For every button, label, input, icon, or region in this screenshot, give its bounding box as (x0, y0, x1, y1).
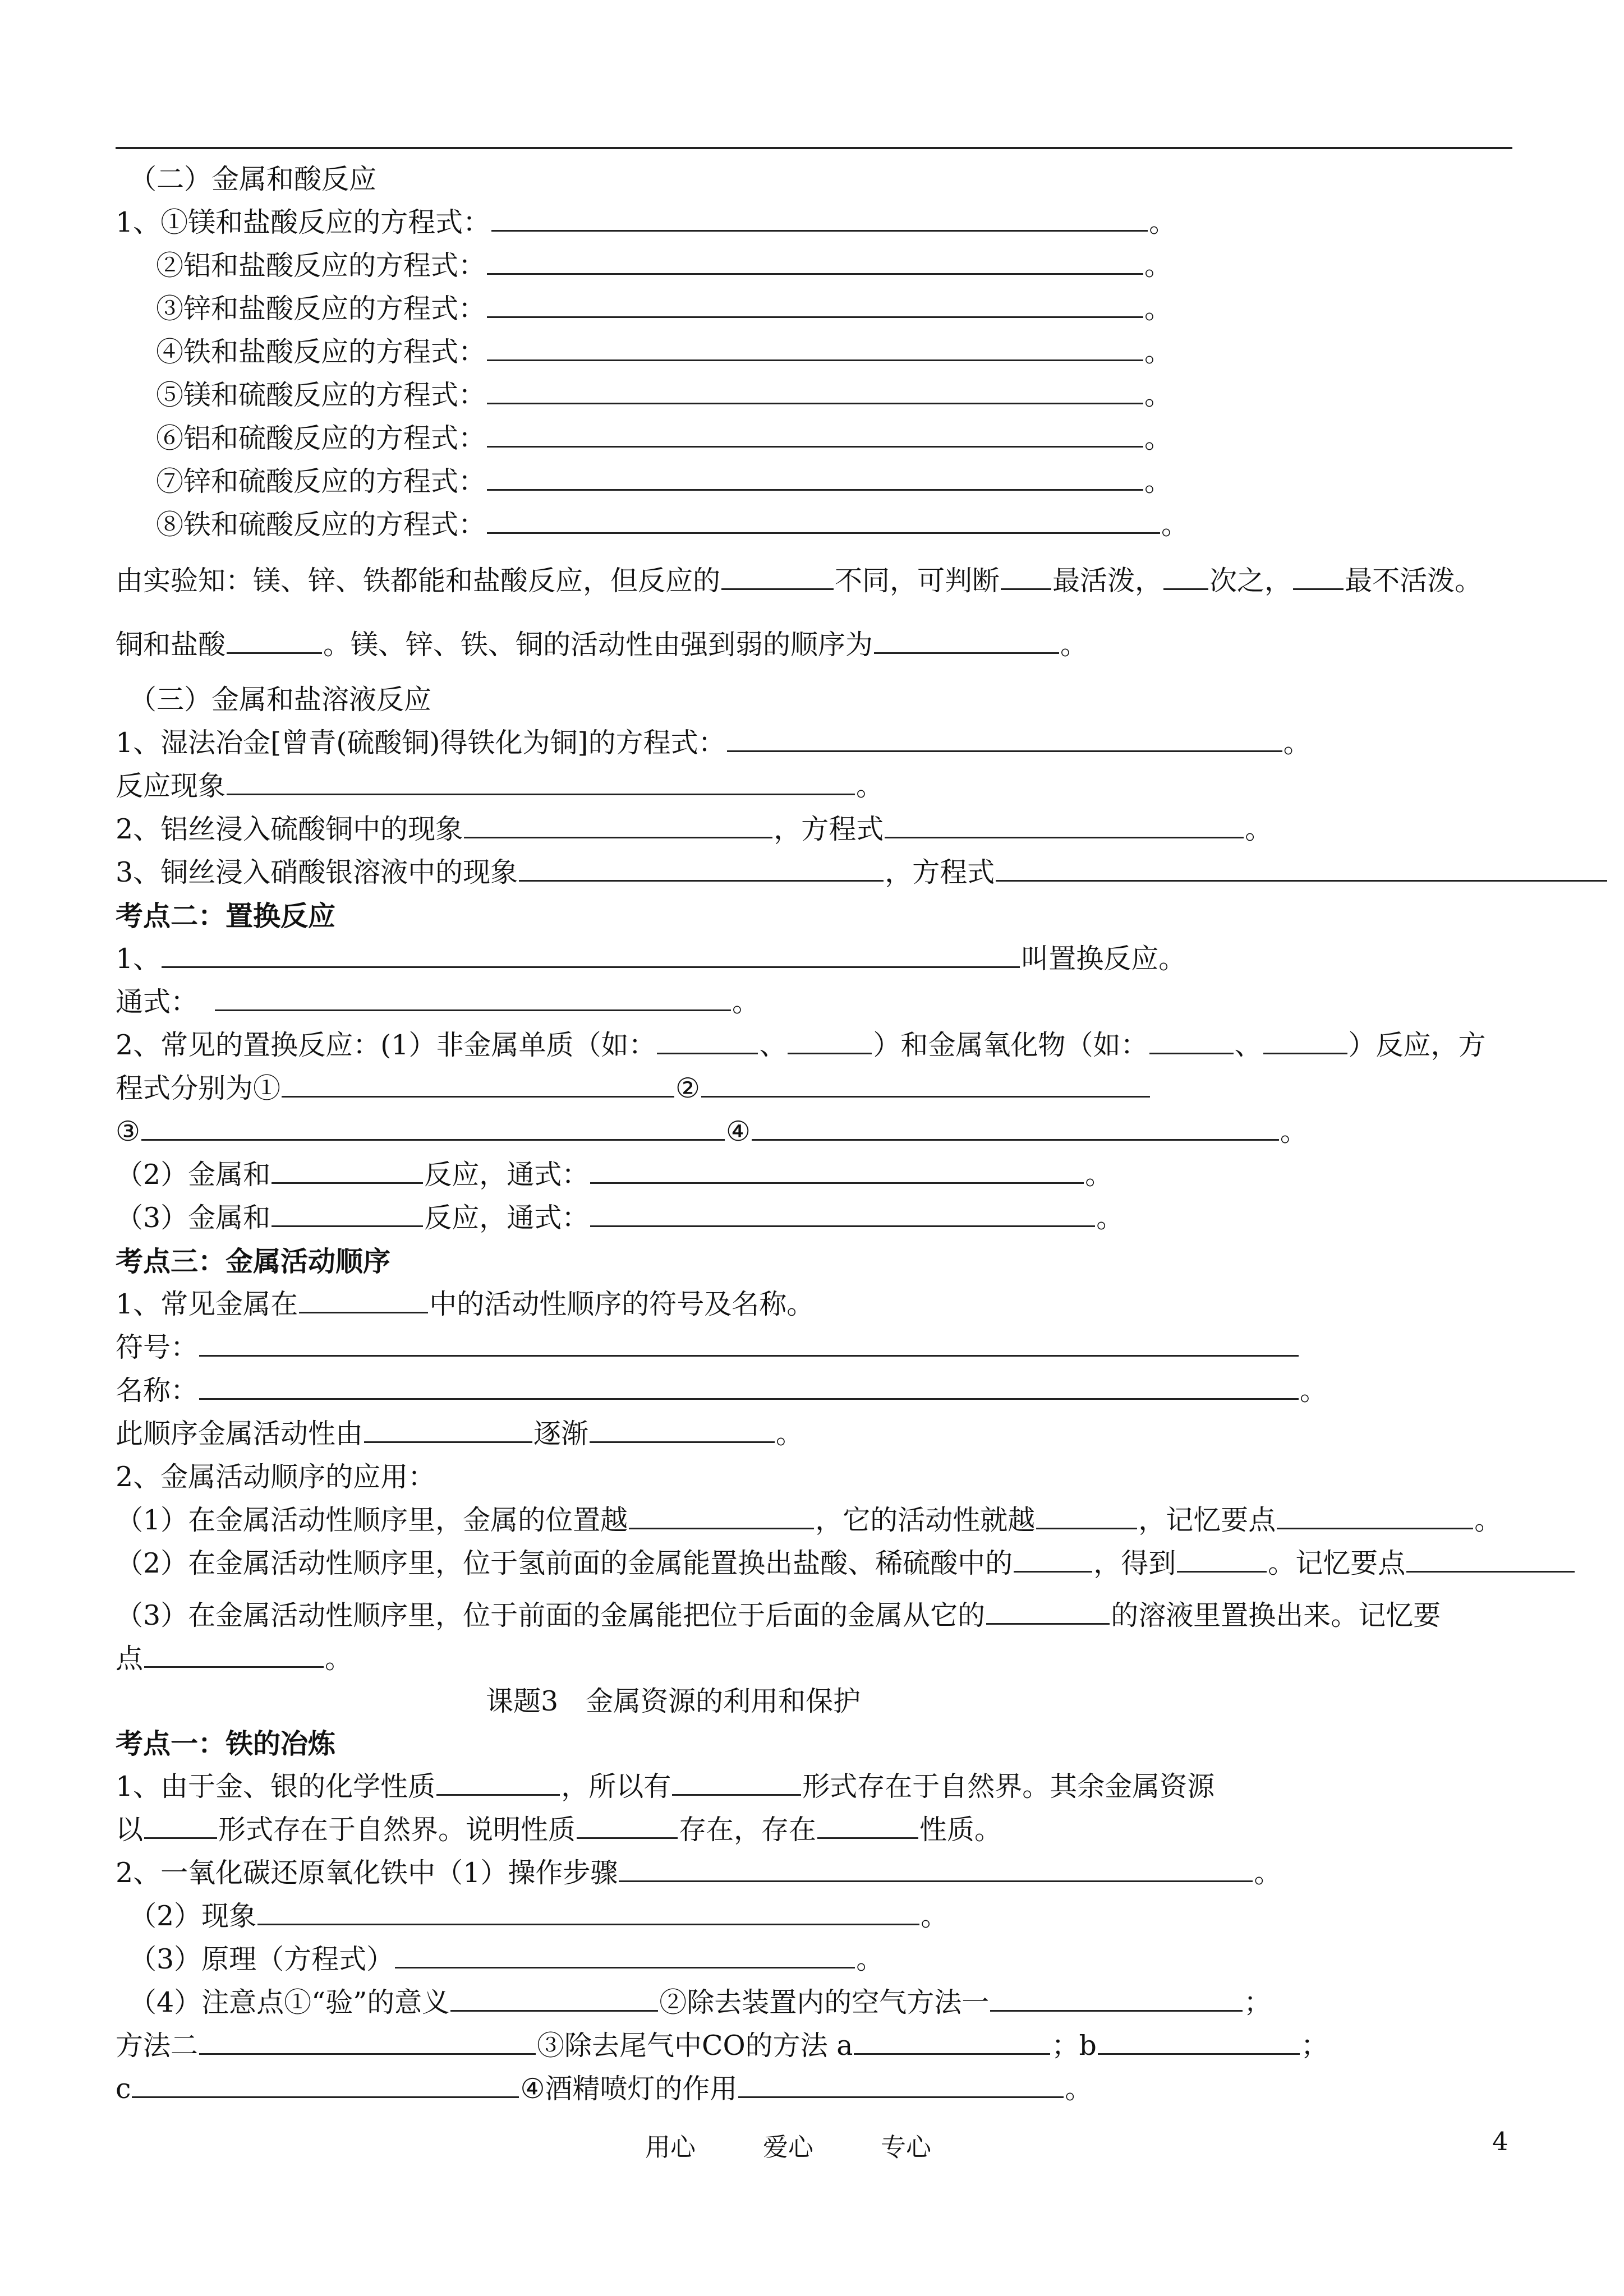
answer-blank[interactable] (364, 1416, 532, 1443)
answer-blank[interactable] (487, 334, 1143, 361)
answer-blank[interactable] (199, 1329, 1299, 1357)
page-title: 课题3 金属资源的利用和保护 (486, 1685, 861, 1717)
answer-blank[interactable] (1036, 1502, 1137, 1529)
answer-blank[interactable] (672, 1768, 801, 1796)
answer-blank[interactable] (1163, 563, 1208, 590)
answer-blank[interactable] (1098, 2027, 1300, 2055)
section-heading: 考点一：铁的冶炼 (116, 1727, 336, 1760)
question-line: （2）现象 。 (129, 1898, 1624, 1935)
section-heading: 考点三：金属活动顺序 (116, 1245, 391, 1278)
answer-blank[interactable] (701, 1070, 1150, 1098)
answer-blank[interactable] (227, 626, 322, 654)
answer-blank[interactable] (215, 984, 731, 1011)
question-line: 名称： 。 (116, 1372, 1619, 1409)
question-line: （3）金属和 反应，通式： 。 (116, 1200, 1619, 1237)
answer-blank[interactable] (986, 1597, 1110, 1625)
answer-blank[interactable] (487, 247, 1143, 275)
question-line: ⑤镁和硫酸反应的方程式： 。 (156, 377, 1624, 414)
answer-blank[interactable] (487, 291, 1143, 318)
question-line: 方法二 ③除去尾气中CO的方法 a ；b ； (116, 2027, 1619, 2064)
answer-blank[interactable] (395, 1941, 855, 1968)
answer-blank[interactable] (299, 1286, 428, 1313)
question-line: 点 。 (116, 1640, 1619, 1677)
answer-blank[interactable] (282, 1070, 674, 1098)
answer-blank[interactable] (1293, 563, 1344, 590)
page-number: 4 (1492, 2127, 1508, 2156)
question-line: （1）在金属活动性顺序里，金属的位置越 ，它的活动性就越 ，记忆要点 。 (116, 1502, 1619, 1539)
answer-blank[interactable] (464, 811, 772, 838)
question-line: ⑦锌和硫酸反应的方程式： 。 (156, 463, 1624, 500)
answer-blank[interactable] (162, 940, 1020, 968)
question-line: 2、铝丝浸入硫酸铜中的现象 ，方程式 。 (116, 811, 1619, 848)
question-line: ③锌和盐酸反应的方程式： 。 (156, 291, 1624, 328)
answer-blank[interactable] (657, 1027, 758, 1054)
question-line: 程式分别为① ② (116, 1070, 1619, 1107)
question-line: ⑥铝和硫酸反应的方程式： 。 (156, 420, 1624, 457)
question-line: 反应现象 。 (116, 768, 1619, 805)
answer-blank[interactable] (590, 1156, 1084, 1184)
question-line: 2、金属活动顺序的应用： (116, 1461, 436, 1493)
question-line: 1、①镁和盐酸反应的方程式： 。 (116, 204, 1619, 241)
answer-blank[interactable] (738, 2071, 1064, 2098)
answer-blank[interactable] (450, 1984, 658, 2012)
answer-blank[interactable] (1177, 1545, 1267, 1573)
answer-blank[interactable] (1149, 1027, 1234, 1054)
answer-blank[interactable] (590, 1200, 1095, 1227)
answer-blank[interactable] (619, 1855, 1253, 1882)
answer-blank[interactable] (227, 768, 855, 795)
answer-blank[interactable] (996, 854, 1607, 882)
answer-blank[interactable] (727, 725, 1282, 752)
question-line: （4）注意点①“验”的意义 ②除去装置内的空气方法一 ； (129, 1984, 1624, 2021)
question-line: ③ ④ 。 (116, 1113, 1619, 1150)
answer-blank[interactable] (491, 204, 1148, 232)
question-line: （3）原理（方程式） 。 (129, 1941, 1624, 1978)
question-line: （2）金属和 反应，通式： 。 (116, 1156, 1619, 1193)
answer-blank[interactable] (590, 1416, 775, 1443)
answer-blank[interactable] (817, 1811, 918, 1839)
question-line: ④铁和盐酸反应的方程式： 。 (156, 334, 1624, 371)
question-line: 符号： (116, 1329, 1619, 1366)
question-line: 1、由于金、银的化学性质 ，所以有 形式存在于自然界。其余金属资源 (116, 1768, 1619, 1805)
answer-blank[interactable] (487, 463, 1143, 491)
question-line: （2）在金属活动性顺序里，位于氢前面的金属能置换出盐酸、稀硫酸中的 ，得到 。记忆要点 (116, 1545, 1619, 1582)
footer-item: 专心 (881, 2132, 932, 2162)
question-line: 1、湿法冶金[曾青(硫酸铜)得铁化为铜]的方程式： 。 (116, 725, 1619, 762)
answer-blank[interactable] (1001, 563, 1051, 590)
question-line: （3）在金属活动性顺序里，位于前面的金属能把位于后面的金属从它的 的溶液里置换出来。记忆要 (116, 1597, 1619, 1634)
answer-blank[interactable] (885, 811, 1244, 838)
answer-blank[interactable] (1277, 1502, 1473, 1529)
question-line: 通式： 。 (116, 984, 1619, 1021)
section-heading: （二）金属和酸反应 (129, 163, 377, 195)
answer-blank[interactable] (990, 1984, 1243, 2012)
answer-blank[interactable] (1263, 1027, 1347, 1054)
answer-blank[interactable] (487, 506, 1160, 534)
section-heading: （三）金属和盐溶液反应 (129, 684, 432, 716)
answer-blank[interactable] (1406, 1545, 1575, 1573)
footer-item: 用心 (645, 2132, 696, 2162)
answer-blank[interactable] (487, 377, 1143, 404)
answer-blank[interactable] (141, 1113, 725, 1141)
answer-blank[interactable] (721, 563, 834, 590)
question-line: 1、 叫置换反应。 (116, 940, 1619, 978)
question-line: 1、常见金属在 中的活动性顺序的符号及名称。 (116, 1286, 1619, 1323)
question-line: ⑧铁和硫酸反应的方程式： 。 (156, 506, 1624, 543)
answer-blank[interactable] (874, 626, 1059, 654)
answer-blank[interactable] (144, 1811, 217, 1839)
answer-blank[interactable] (629, 1502, 814, 1529)
answer-blank[interactable] (519, 854, 884, 882)
answer-blank[interactable] (1014, 1545, 1092, 1573)
question-line: 此顺序金属活动性由 逐渐 。 (116, 1416, 1619, 1453)
answer-blank[interactable] (144, 1640, 324, 1668)
section-heading: 考点二：置换反应 (116, 900, 336, 932)
footer-motto (645, 2127, 999, 2163)
question-line: ②铝和盐酸反应的方程式： 。 (156, 247, 1624, 284)
answer-blank[interactable] (272, 1156, 423, 1184)
header-rule (116, 147, 1512, 149)
question-line: 以 形式存在于自然界。说明性质 存在，存在 性质。 (116, 1811, 1619, 1848)
answer-blank[interactable] (436, 1768, 560, 1796)
answer-blank[interactable] (577, 1811, 678, 1839)
answer-blank[interactable] (487, 420, 1143, 448)
footer-item: 爱心 (763, 2132, 814, 2162)
answer-blank[interactable] (199, 1372, 1299, 1400)
answer-blank[interactable] (132, 2071, 519, 2098)
question-line: 由实验知：镁、锌、铁都能和盐酸反应，但反应的 不同，可判断 最活泼， 次之， 最不活泼。 (116, 563, 1619, 600)
answer-blank[interactable] (272, 1200, 423, 1227)
question-line: 铜和盐酸 。镁、锌、铁、铜的活动性由强到弱的顺序为 。 (116, 626, 1619, 663)
answer-blank[interactable] (854, 2027, 1050, 2055)
question-line: 2、一氧化碳还原氧化铁中（1）操作步骤 。 (116, 1855, 1619, 1892)
answer-blank[interactable] (257, 1898, 919, 1925)
answer-blank[interactable] (752, 1113, 1279, 1141)
answer-blank[interactable] (788, 1027, 872, 1054)
question-line: c ④酒精喷灯的作用 。 (116, 2071, 1619, 2108)
question-line: 3、铜丝浸入硝酸银溶液中的现象 ，方程式 (116, 854, 1619, 891)
answer-blank[interactable] (199, 2027, 536, 2055)
question-line: 2、常见的置换反应：(1）非金属单质（如： 、 ）和金属氧化物（如： 、 ）反应，方 (116, 1027, 1619, 1064)
